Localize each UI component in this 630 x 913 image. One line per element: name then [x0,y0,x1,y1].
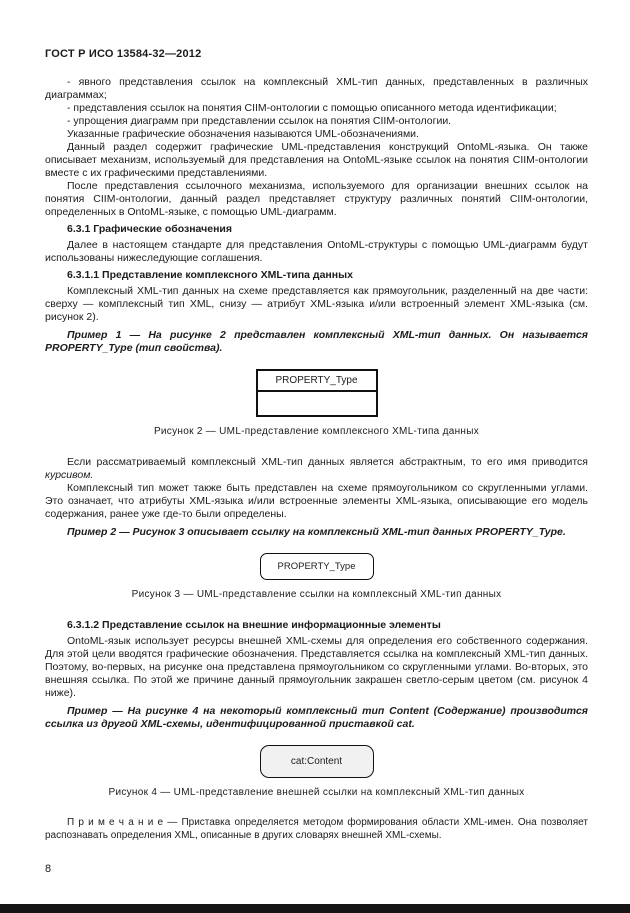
list-item: - упрощения диаграмм при представлении ссылок на понятия CIIM-онтологии. [67,115,452,127]
paragraph [45,456,588,482]
paragraph: Комплексный XML-тип данных на схеме представляется как прямоугольник, разделенный на две части: сверху — комплексный тип XML, снизу — атрибут XML-языка и/или встроенный элемент XML-языка (см. рисунок 2). [45,285,588,323]
example-text: Пример 2 — Рисунок 3 описывает ссылку на комплексный XML-тип данных PROPERTY_Type. [67,526,566,538]
document-code-header: ГОСТ Р ИСО 13584-32—2012 [45,48,202,60]
uml-class-attributes-compartment [258,392,376,415]
example-text: Пример — На рисунке 4 на некоторый комплексный тип Content (Содержание) производится ссылка из другой XML-схемы, идентифицированной приставкой cat. [45,705,588,730]
note-text: П р и м е ч а н и е — Приставка определяется методом формирования области XML-имен. Она позволяет распознавать определения XML, описанные в других словарях внешней XML-схемы. [45,817,588,841]
paragraph-text: Если рассматриваемый комплексный XML-тип данных является абстрактным, то его имя приводится [67,456,588,468]
figure-3 [45,553,588,580]
list-item: - представления ссылок на понятия CIIM-онтологии с помощью описанного метода идентификации; [67,102,557,114]
figure-2-caption: Рисунок 2 — UML-представление комплексного XML-типа данных [153,426,480,437]
paragraph: Данный раздел содержит графические UML-представления конструкций OntoML-языка. Он также описывает механизм, используемый для представления на OntoML-языке ссылок на понятия CIIM-онтологии вместе с их графическими представлениями. [45,141,588,179]
figure-3-caption: Рисунок 3 — UML-представление ссылки на комплексный XML-тип данных [131,589,502,600]
figure-4-caption: Рисунок 4 — UML-представление внешней ссылки на комплексный XML-тип данных [108,787,525,798]
paragraph: OntoML-язык использует ресурсы внешней XML-схемы для определения его собственного содержания. Для этой цели вводятся графические обозначения. Представляется ссылка на комплексный XML-тип данных. Поэтому, во-первых, на рисунке она представлена прямоугольником со скругленными углами. Во-вторых, это внешняя ссылка. По этой же причине данный прямоугольник закрашен светло-серым цветом (см. рисунок 4 ниже). [45,635,588,699]
section-heading-6-3-1-1: 6.3.1.1 Представление комплексного XML-типа данных [67,269,353,281]
uml-reference-box: PROPERTY_Type [260,553,374,580]
italic-term: курсивом. [45,469,94,481]
list-item: - явного представления ссылок на комплексный XML-тип данных, представленных в различных диаграммах; [45,76,588,101]
paragraph: После представления ссылочного механизма, используемого для организации внешних ссылок на понятия CIIM-онтологии, данный раздел представляет структуру различных понятий CIIM-онтологии, определенных в OntoML-языке, с помощью UML-диаграмм. [45,180,588,218]
bottom-scan-bar [0,904,630,913]
section-heading-6-3-1-2: 6.3.1.2 Представление ссылок на внешние информационные элементы [67,619,441,631]
figure-2 [45,369,588,417]
uml-class-name: PROPERTY_Type [258,371,376,392]
example-text: Пример 1 — На рисунке 2 представлен комплексный XML-тип данных. Он называется PROPERTY_Type (тип свойства). [45,329,588,354]
paragraph: Указанные графические обозначения называются UML-обозначениями. [67,128,419,140]
uml-class-box [256,369,378,417]
uml-external-reference-box: cat:Content [260,745,374,778]
figure-4 [45,745,588,778]
paragraph: Комплексный тип может также быть представлен на схеме прямоугольником со скругленными углами. Это означает, что атрибуты XML-языка и/или встроенные элементы XML-языка, описывающие его модель содержания, ранее уже где-то были определены. [45,482,588,520]
page-content [45,76,588,852]
page-number: 8 [45,863,52,875]
section-heading-6-3-1: 6.3.1 Графические обозначения [67,223,232,235]
paragraph: Далее в настоящем стандарте для представления OntoML-структуры с помощью UML-диаграмм будут использованы нижеследующие соглашения. [45,239,588,264]
